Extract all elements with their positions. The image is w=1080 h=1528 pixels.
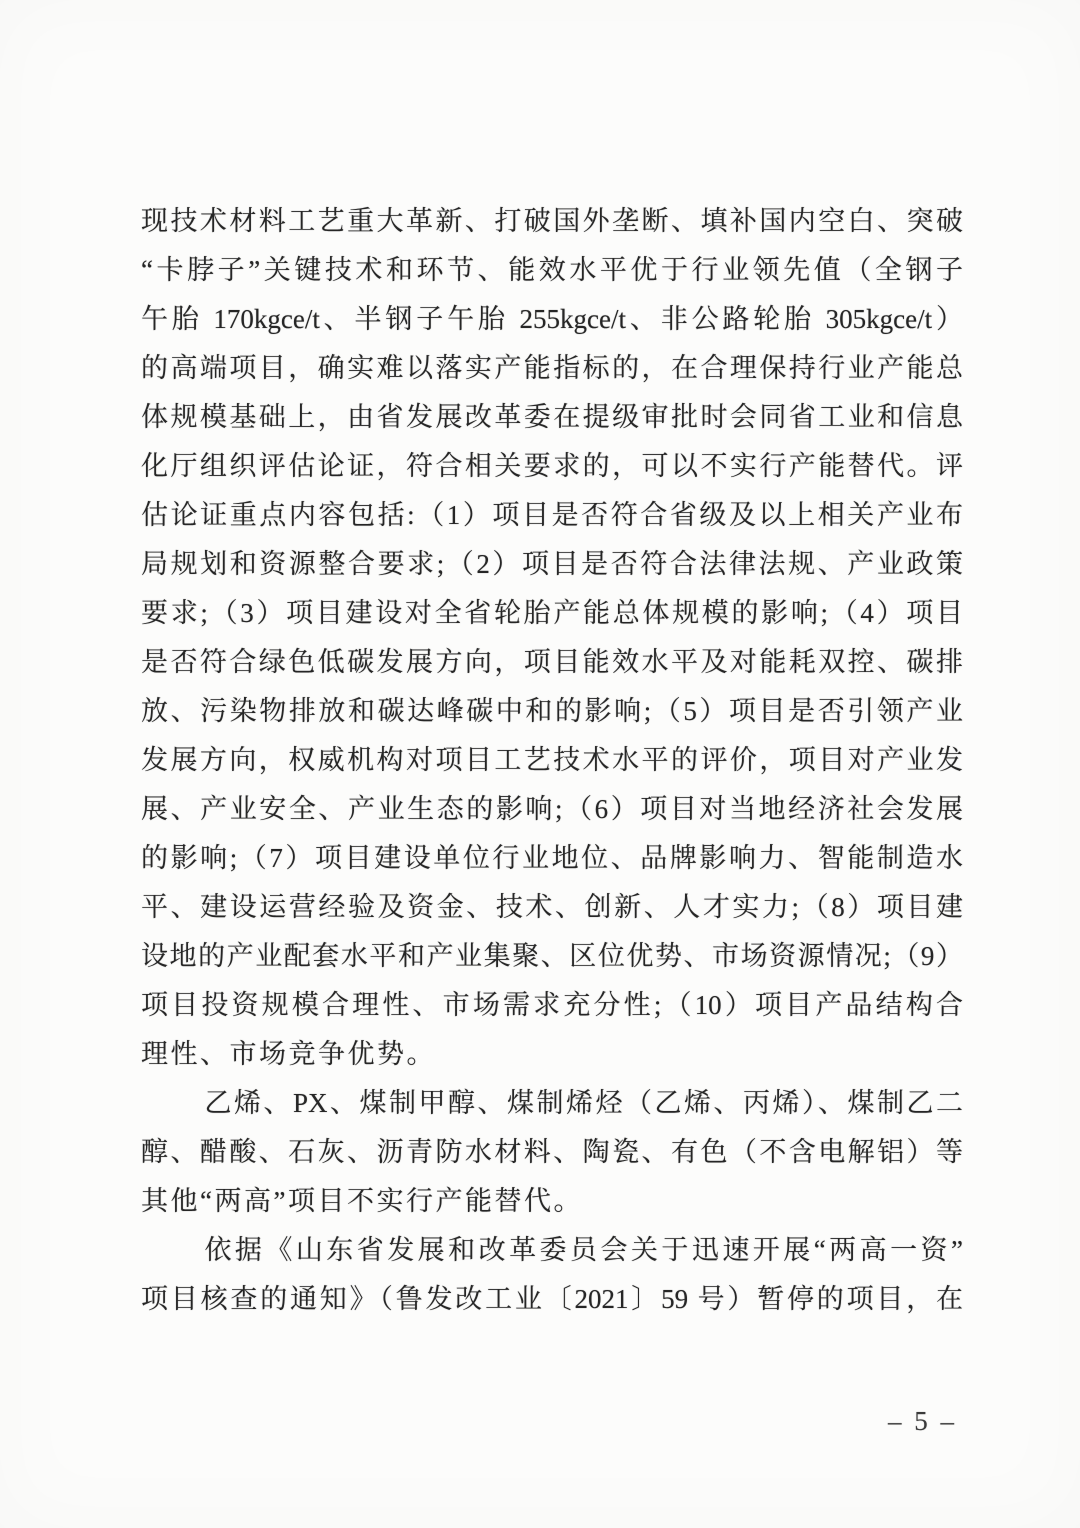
text-line: 现技术材料工艺重大革新、打破国外垄断、填补国内空白、突破 [141, 206, 963, 236]
text-line-paragraph-end: 其他“两高”项目不实行产能替代。 [141, 1186, 583, 1216]
text-line: 项目核查的通知》（鲁发改工业〔2021〕59 号）暂停的项目，在 [141, 1284, 963, 1314]
page-number: – 5 – [888, 1406, 957, 1436]
body-text [141, 197, 963, 1324]
text-line-paragraph-start: 乙烯、PX、煤制甲醇、煤制烯烃（乙烯、丙烯）、煤制乙二 [204, 1088, 963, 1118]
text-line: 的高端项目，确实难以落实产能指标的，在合理保持行业产能总 [141, 353, 963, 383]
text-line: “卡脖子”关键技术和环节、能效水平优于行业领先值（全钢子 [141, 255, 963, 285]
text-line: 放、污染物排放和碳达峰碳中和的影响;（5）项目是否引领产业 [141, 696, 963, 726]
text-line: 化厅组织评估论证，符合相关要求的，可以不实行产能替代。评 [141, 451, 963, 481]
text-line: 设地的产业配套水平和产业集聚、区位优势、市场资源情况;（9） [141, 941, 963, 971]
text-line: 项目投资规模合理性、市场需求充分性;（10）项目产品结构合 [141, 990, 963, 1020]
text-line-paragraph-start: 依据《山东省发展和改革委员会关于迅速开展“两高一资” [204, 1235, 963, 1265]
text-line: 午胎 170kgce/t、半钢子午胎 255kgce/t、非公路轮胎 305kgce/t） [141, 304, 963, 334]
text-line: 发展方向，权威机构对项目工艺技术水平的评价，项目对产业发 [141, 745, 963, 775]
text-line: 醇、醋酸、石灰、沥青防水材料、陶瓷、有色（不含电解铝）等 [141, 1137, 963, 1167]
text-line: 的影响;（7）项目建设单位行业地位、品牌影响力、智能制造水 [141, 843, 963, 873]
text-line: 平、建设运营经验及资金、技术、创新、人才实力;（8）项目建 [141, 892, 963, 922]
text-line: 估论证重点内容包括:（1）项目是否符合省级及以上相关产业布 [141, 500, 963, 530]
text-line: 是否符合绿色低碳发展方向，项目能效水平及对能耗双控、碳排 [141, 647, 963, 677]
text-line: 体规模基础上，由省发展改革委在提级审批时会同省工业和信息 [141, 402, 963, 432]
text-line: 要求;（3）项目建设对全省轮胎产能总体规模的影响;（4）项目 [141, 598, 963, 628]
text-line: 局规划和资源整合要求;（2）项目是否符合法律法规、产业政策 [141, 549, 963, 579]
text-line: 展、产业安全、产业生态的影响;（6）项目对当地经济社会发展 [141, 794, 963, 824]
text-line-paragraph-end: 理性、市场竞争优势。 [141, 1039, 436, 1069]
